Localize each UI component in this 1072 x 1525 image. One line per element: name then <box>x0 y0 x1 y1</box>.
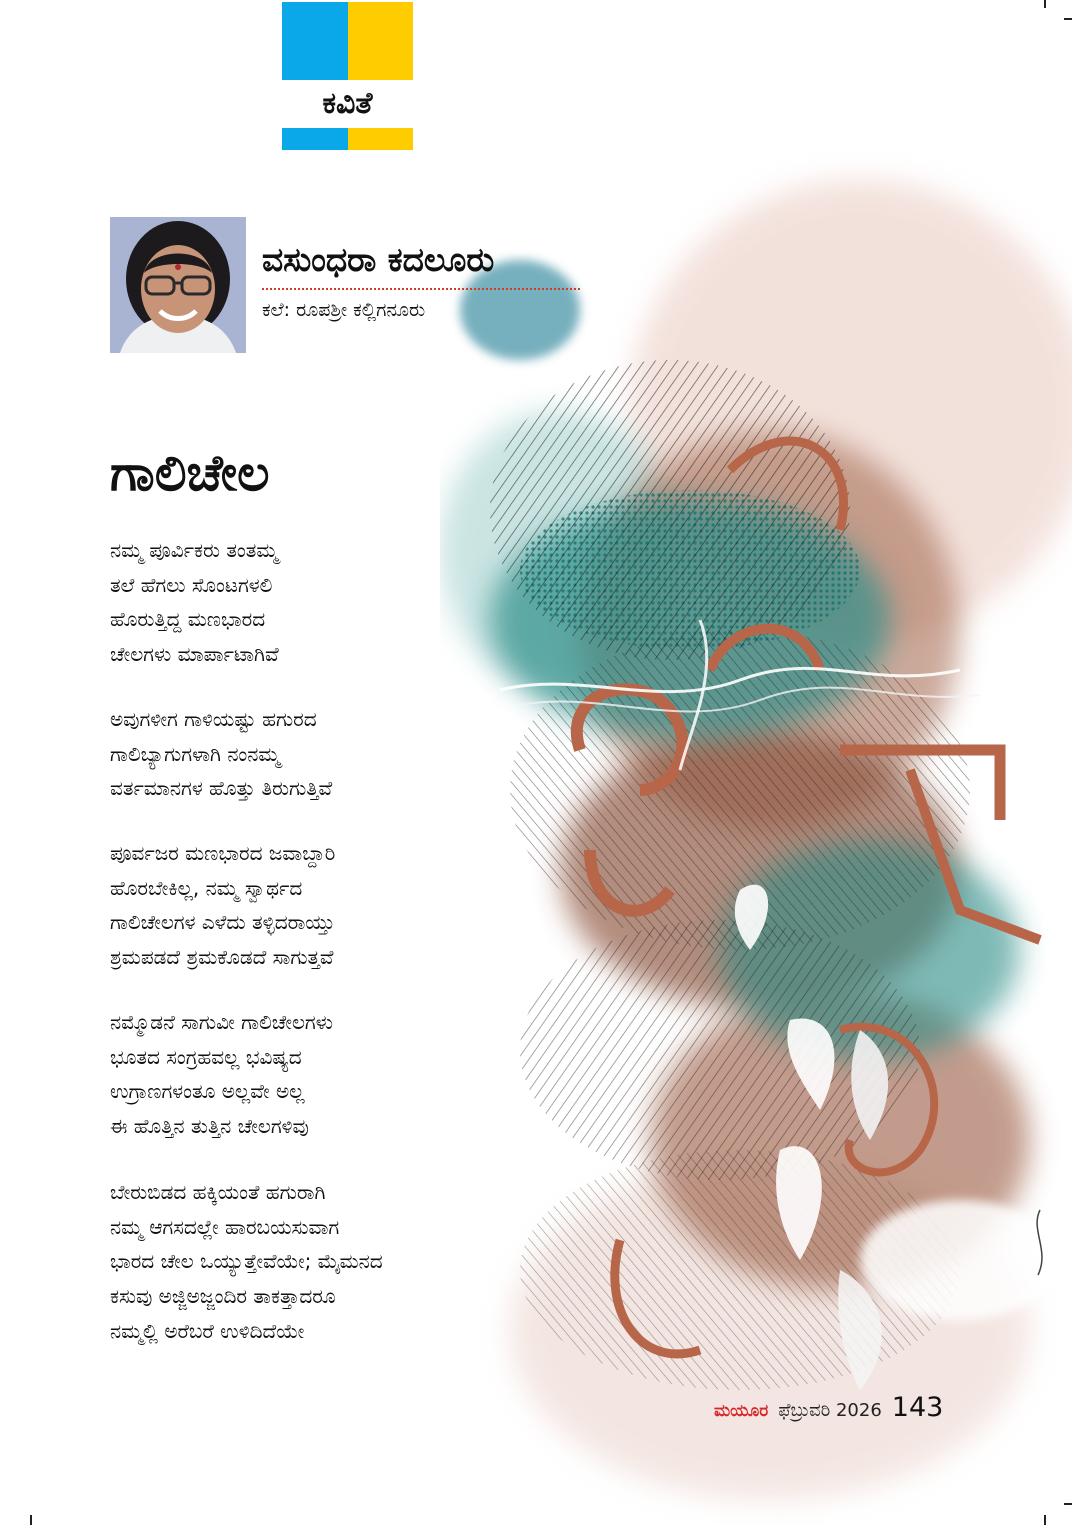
section-color-block <box>282 128 348 150</box>
poem-line: ಚೇಲಗಳು ಮಾರ್ಪಾಟಾಗಿವೆ <box>110 642 279 667</box>
poem-title: ಗಾಲಿಚೇಲ <box>110 444 270 502</box>
poem-line: ಈ ಹೊತ್ತಿನ ತುತ್ತಿನ ಚೇಲಗಳಿವು <box>110 1114 309 1139</box>
poem-stanza <box>110 1175 383 1349</box>
poem-line: ಉಗ್ರಾಣಗಳಂತೂ ಅಲ್ಲವೇ ಅಲ್ಲ <box>110 1079 305 1104</box>
poem-line: ಗಾಲಿಚೇಲಗಳ ಎಳೆದು ತಳ್ಳಿದರಾಯ್ತು <box>110 910 335 935</box>
poem-line: ನಮ್ಮ ಪೂರ್ವಿಕರು ತಂತಮ್ಮ <box>110 538 279 562</box>
poem-line: ಹೊರುತ್ತಿದ್ದ ಮಣಭಾರದ <box>110 607 266 632</box>
poem-line: ಪೂರ್ವಜರ ಮಣಭಾರದ ಜವಾಬ್ದಾರಿ <box>110 841 336 865</box>
poem-line: ಕಸುವು ಅಜ್ಜಿಅಜ್ಜಂದಿರ ತಾಕತ್ತಾದರೂ <box>110 1284 336 1309</box>
poem-line: ತಲೆ ಹೆಗಲು ಸೊಂಟಗಳಲಿ <box>110 572 273 597</box>
issue-month: ಫೆಬ್ರುವರಿ 2026 <box>778 1400 882 1421</box>
art-credit: ಕಲೆ: ರೂಪಶ್ರೀ ಕಲ್ಲಿಗನೂರು <box>262 299 426 321</box>
poem-line: ಶ್ರಮಪಡದೆ ಶ್ರಮಕೊಡದೆ ಸಾಗುತ್ತವೆ <box>110 945 334 970</box>
dotted-divider <box>262 288 580 290</box>
poem-line: ಬೇರುಬಿಡದ ಹಕ್ಕಿಯಂತೆ ಹಗುರಾಗಿ <box>110 1180 326 1204</box>
poem-line: ನಮ್ಮ ಆಗಸದಲ್ಲೇ ಹಾರಬಯಸುವಾಗ <box>110 1214 340 1239</box>
section-color-block <box>348 2 413 80</box>
abstract-artwork <box>440 150 1072 1525</box>
poem-line: ಅವುಗಳೀಗ ಗಾಳಿಯಷ್ಟು ಹಗುರದ <box>110 707 317 731</box>
section-color-block <box>282 2 348 80</box>
author-name: ವಸುಂಧರಾ ಕದಲೂರು <box>262 240 495 279</box>
poem-stanza <box>110 1005 333 1144</box>
poem-line: ನಮ್ಮಲ್ಲಿ ಅರೆಬರೆ ಉಳಿದಿದೆಯೇ <box>110 1318 305 1343</box>
section-tag <box>282 2 413 150</box>
section-color-block <box>348 128 413 150</box>
author-photo <box>110 217 246 353</box>
poem-line: ಹೊರಬೇಕಿಲ್ಲ, ನಮ್ಮ ಸ್ವಾರ್ಥದ <box>110 875 303 900</box>
author-portrait <box>110 217 246 353</box>
poem-line: ಭಾರದ ಚೇಲ ಒಯ್ಯುತ್ತೇವೆಯೇ; ಮೈಮನದ <box>110 1249 383 1274</box>
crop-mark <box>1044 0 1046 8</box>
poem-line: ನಮ್ಮೊಡನೆ ಸಾಗುವೀ ಗಾಲಿಚೇಲಗಳು <box>110 1010 333 1034</box>
poem-line: ಗಾಲಿಬ್ಯಾಗುಗಳಾಗಿ ನಂನಮ್ಮ <box>110 741 281 766</box>
page-number: 143 <box>891 1392 944 1423</box>
poem-stanza <box>110 702 332 806</box>
section-label: ಕವಿತೆ <box>322 86 373 121</box>
page-footer <box>714 1392 943 1432</box>
poem-line: ವರ್ತಮಾನಗಳ ಹೊತ್ತು ತಿರುಗುತ್ತಿವೆ <box>110 776 333 801</box>
poem-stanza <box>110 836 335 975</box>
poem-line: ಭೂತದ ಸಂಗ್ರಹವಲ್ಲ ಭವಿಷ್ಯದ <box>110 1044 302 1069</box>
crop-mark <box>1064 18 1072 20</box>
poem-stanza <box>110 533 279 672</box>
magazine-name: ಮಯೂರ <box>714 1401 769 1421</box>
crop-mark <box>30 1515 32 1525</box>
